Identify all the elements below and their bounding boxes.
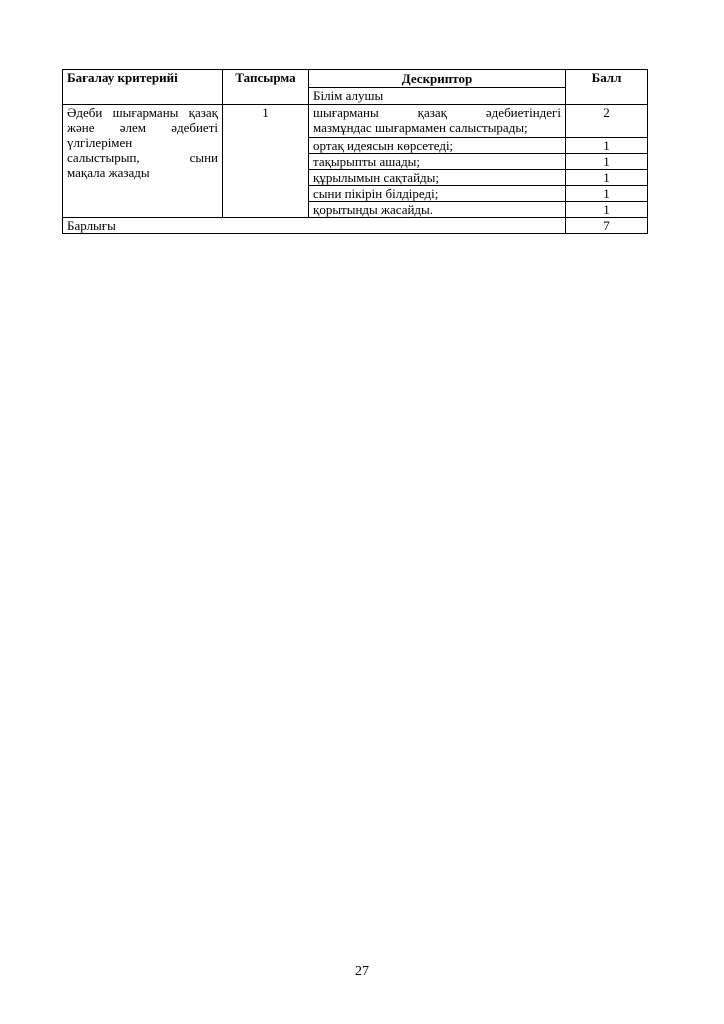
criterion-line: мақала жазады bbox=[67, 165, 150, 180]
descriptor-cell: құрылымын сақтайды; bbox=[309, 170, 566, 186]
page-number: 27 bbox=[355, 964, 369, 979]
score-cell: 1 bbox=[566, 154, 648, 170]
descriptor-cell: тақырыпты ашады; bbox=[309, 154, 566, 170]
descriptor-text: мазмұндас шығармамен салыстырады; bbox=[313, 120, 528, 135]
task-number: 1 bbox=[223, 105, 309, 218]
criterion-line: салыстырып, сыни bbox=[67, 150, 218, 165]
total-score: 7 bbox=[566, 218, 648, 234]
descriptor-cell bbox=[309, 105, 566, 138]
score-cell: 1 bbox=[566, 186, 648, 202]
score-cell: 1 bbox=[566, 170, 648, 186]
descriptor-text: шығарманы қазақ әдебиетіндегі bbox=[313, 105, 561, 120]
score-cell: 1 bbox=[566, 138, 648, 154]
descriptor-cell: сыни пікірін білдіреді; bbox=[309, 186, 566, 202]
header-row bbox=[63, 70, 648, 88]
header-criterion: Бағалау критерийі bbox=[63, 70, 223, 105]
criterion-line: және әлем әдебиеті bbox=[67, 120, 218, 135]
assessment-rubric-table bbox=[62, 69, 648, 234]
header-score: Балл bbox=[566, 70, 648, 105]
total-label: Барлығы bbox=[63, 218, 566, 234]
subheader-learner: Білім алушы bbox=[309, 88, 566, 105]
criterion-cell bbox=[63, 105, 223, 218]
table-row bbox=[63, 105, 648, 138]
header-task: Тапсырма bbox=[223, 70, 309, 105]
descriptor-cell: ортақ идеясын көрсетеді; bbox=[309, 138, 566, 154]
criterion-line: үлгілерімен bbox=[67, 135, 133, 150]
criterion-line: Әдеби шығарманы қазақ bbox=[67, 105, 218, 120]
header-descriptor: Дескриптор bbox=[309, 70, 566, 88]
total-row bbox=[63, 218, 648, 234]
score-cell: 2 bbox=[566, 105, 648, 138]
descriptor-cell: қорытынды жасайды. bbox=[309, 202, 566, 218]
score-cell: 1 bbox=[566, 202, 648, 218]
